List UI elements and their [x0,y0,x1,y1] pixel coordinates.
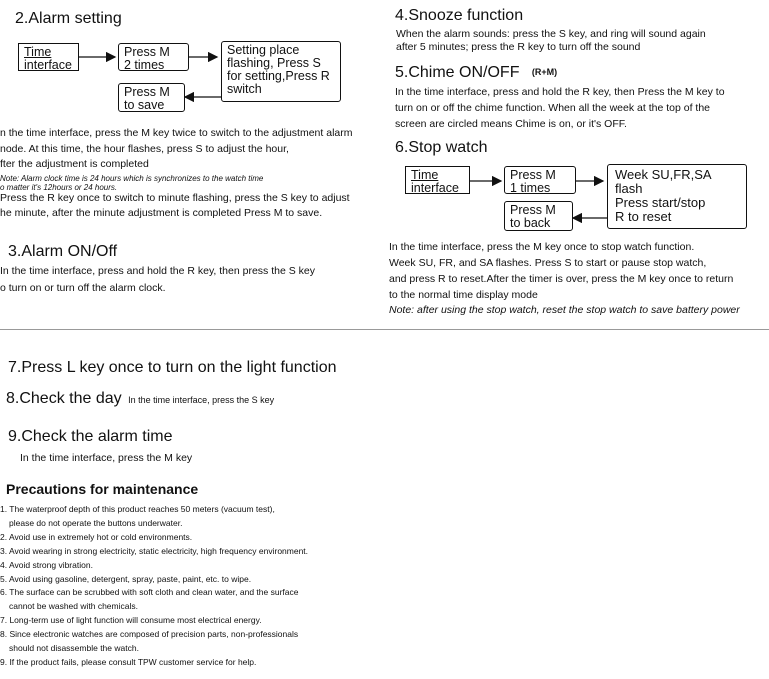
sw-flow-box-week-flash [607,164,747,229]
flow-box-text: to back [510,216,551,230]
list-item: 3. Avoid wearing in strong electricity, static electricity, high frequency environment. [0,545,309,556]
list-item: 1. The waterproof depth of this product reaches 50 meters (vacuum test), [0,504,275,514]
chime-key-combo: (R+M) [531,67,558,77]
list-item: 6. The surface can be scrubbed with soft cloth and clean water, and the surface [0,587,299,598]
chime-title-text: 5.Chime ON/OFF [395,64,520,81]
alarm-setting-line-2: node. At this time, the hour flashes, press S to adjust the hour, [0,143,289,155]
light-title: 7.Press L key once to turn on the light function [8,359,337,376]
chime-line-1: In the time interface, press and hold the R key, then Press the M key to [395,86,725,98]
list-item: 2. Avoid use in extremely hot or cold environments. [0,531,193,542]
flow-box-text: switch [227,82,262,96]
flow-box-text: R to reset [615,209,672,224]
list-item: 9. If the product fails, please consult TPW customer service for help. [0,656,257,667]
flow-box-text: Time [411,168,439,182]
list-item: 7. Long-term use of light function will consume most electrical energy. [0,615,262,626]
stopwatch-line-2: Week SU, FR, and SA flashes. Press S to start or pause stop watch, [389,257,707,269]
alarm-setting-line-4: Press the R key once to switch to minute flashing, press the S key to adjust [0,192,350,204]
precautions-list [0,503,308,670]
sw-flow-box-press-m-to-back [504,201,573,231]
flow-box-time-interface [18,43,79,71]
flow-box-text: for setting,Press R [227,69,330,83]
flow-box-text: Press start/stop [615,195,706,210]
flow-box-text: flashing, Press S [227,56,321,70]
stopwatch-title: 6.Stop watch [395,139,488,156]
list-item: 4. Avoid strong vibration. [0,559,93,570]
check-alarm-title: 9.Check the alarm time [8,428,173,445]
section-divider [0,329,769,330]
stopwatch-line-4: to the normal time display mode [389,289,538,301]
precautions-title: Precautions for maintenance [6,481,199,497]
flow-box-text: Press M [124,85,170,99]
flow-box-press-m-2-times [118,43,189,71]
list-item: should not disassemble the watch. [9,643,139,654]
list-item: please do not operate the buttons underwater. [9,517,183,528]
flow-box-text: 2 times [124,58,165,72]
alarm-onoff-title: 3.Alarm ON/Off [8,243,118,260]
flow-box-text: 1 times [510,181,551,195]
flow-box-text: to save [124,98,165,112]
flow-box-text: Week SU,FR,SA [615,167,712,182]
alarm-setting-line-5: he minute, after the minute adjustment is completed Press M to save. [0,207,323,219]
snooze-line-1: When the alarm sounds: press the S key, and ring will sound again [396,28,706,40]
list-item: cannot be washed with chemicals. [9,601,138,612]
check-day-desc: In the time interface, press the S key [128,395,275,405]
check-day-title: 8.Check the day [6,390,122,407]
alarm-onoff-line-1: In the time interface, press and hold the R key, then press the S key [0,265,315,277]
alarm-setting-line-1: n the time interface, press the M key twice to switch to the adjustment alarm [0,127,353,139]
snooze-line-2: after 5 minutes; press the R key to turn off the sound [396,41,641,53]
flow-box-setting-place [221,41,341,102]
alarm-setting-note-1: Note: Alarm clock time is 24 hours which is synchronizes to the watch time [0,174,264,183]
flow-box-text: interface [24,58,72,72]
check-alarm-desc: In the time interface, press the M key [20,452,193,464]
alarm-setting-title: 2.Alarm setting [15,10,122,27]
chime-line-2: turn on or off the chime function. When all the week at the top of the [395,102,710,114]
check-day-row [6,390,274,408]
alarm-setting-note-2: o matter it's 12hours or 24 hours. [0,183,118,192]
list-item: 8. Since electronic watches are composed of precision parts, non-professionals [0,629,299,640]
stopwatch-note: Note: after using the stop watch, reset the stop watch to save battery power [389,304,740,316]
sw-flow-box-time-interface [405,166,470,194]
flow-box-text: Press M [510,203,556,217]
stopwatch-line-3: and press R to reset.After the timer is over, press the M key once to return [389,273,734,285]
flow-box-press-m-to-save [118,83,185,112]
flow-box-text: Time [24,45,52,59]
flow-box-text: Press M [124,45,170,59]
list-item: 5. Avoid using gasoline, detergent, spray, paste, paint, etc. to wipe. [0,573,252,584]
sw-flow-box-press-m-1-times [504,166,576,194]
stopwatch-line-1: In the time interface, press the M key once to stop watch function. [389,241,695,253]
flow-box-text: Setting place [227,43,300,57]
alarm-setting-line-3: fter the adjustment is completed [0,158,149,170]
flow-box-text: Press M [510,168,556,182]
chime-title [395,64,557,82]
alarm-onoff-line-2: o turn on or turn off the alarm clock. [0,282,166,294]
flow-box-text: interface [411,181,459,195]
snooze-title: 4.Snooze function [395,7,524,24]
chime-line-3: screen are circled means Chime is on, or it's OFF. [395,118,627,130]
flow-box-text: flash [615,181,643,196]
